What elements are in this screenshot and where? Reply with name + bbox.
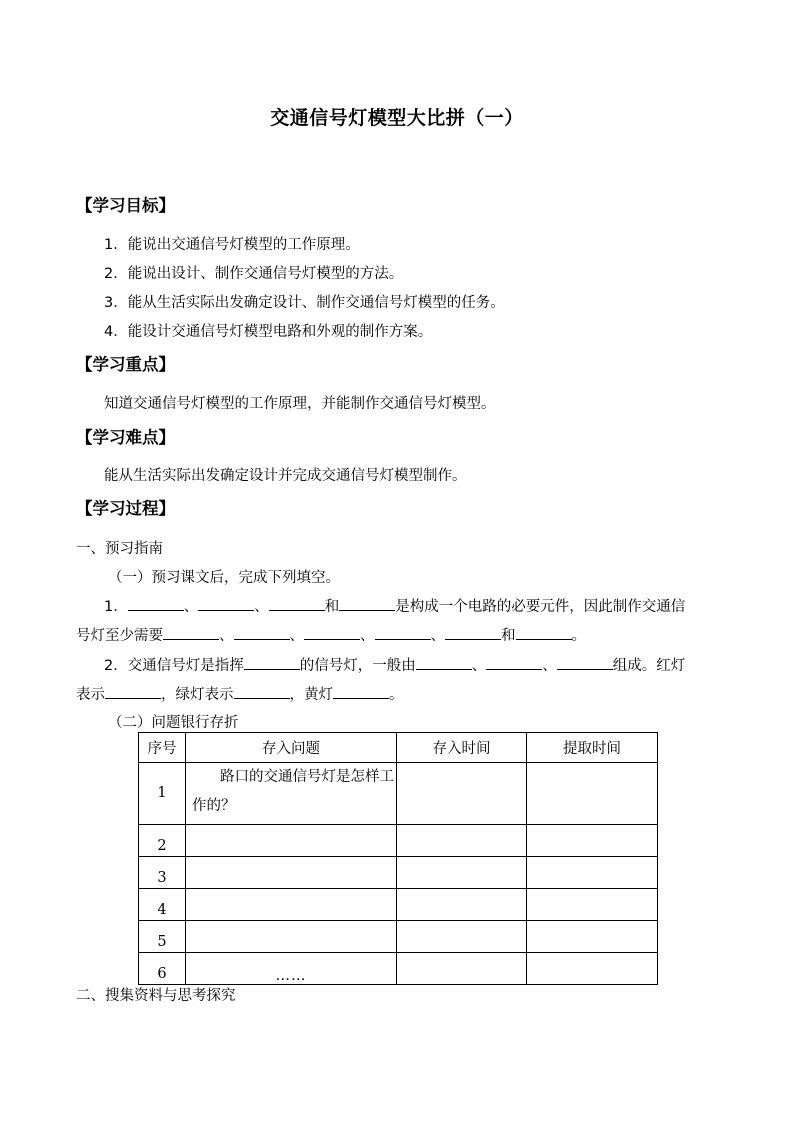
row-number: 6 bbox=[139, 953, 186, 985]
sub2-heading: （二）问题银行存折 bbox=[108, 715, 239, 731]
blank[interactable] bbox=[234, 684, 290, 699]
question-text: 路口的交通信号灯是怎样工作的？ bbox=[192, 769, 394, 814]
q1-line2 bbox=[76, 624, 586, 645]
question-cell[interactable] bbox=[186, 921, 397, 953]
withdraw-time-cell[interactable] bbox=[527, 889, 658, 921]
q2-text-f: ，黄灯 bbox=[289, 687, 333, 703]
q1-line1 bbox=[104, 595, 685, 616]
separator: 、 bbox=[254, 599, 269, 615]
key-heading: 【学习重点】 bbox=[76, 355, 175, 374]
key-text: 知道交通信号灯模型的工作原理，并能制作交通信号灯模型。 bbox=[104, 396, 496, 412]
deposit-time-cell[interactable] bbox=[397, 763, 527, 825]
part2-heading: 二、搜集资料与思考探究 bbox=[76, 988, 236, 1004]
q2-text-c: 组成。红灯 bbox=[612, 658, 686, 674]
q2-text-a: 2．交通信号灯是指挥 bbox=[104, 658, 244, 674]
blank[interactable] bbox=[557, 655, 613, 670]
process-heading: 【学习过程】 bbox=[76, 499, 175, 518]
table-row bbox=[139, 889, 658, 921]
header-cell: 提取时间 bbox=[527, 733, 658, 763]
table-header-row bbox=[139, 733, 658, 763]
question-cell[interactable] bbox=[186, 857, 397, 889]
question-bank-table bbox=[138, 732, 658, 985]
withdraw-time-cell[interactable] bbox=[527, 825, 658, 857]
q1-number: 1． bbox=[104, 599, 128, 615]
blank[interactable] bbox=[269, 596, 325, 611]
goal-item-1: 1．能说出交通信号灯模型的工作原理。 bbox=[104, 237, 360, 253]
q2-text-e: ，绿灯表示 bbox=[161, 687, 234, 703]
question-cell[interactable] bbox=[186, 889, 397, 921]
blank[interactable] bbox=[105, 684, 161, 699]
period: 。 bbox=[389, 687, 404, 703]
question-cell[interactable]: …… bbox=[186, 953, 397, 985]
header-cell: 存入时间 bbox=[397, 733, 527, 763]
row-number: 4 bbox=[139, 889, 186, 921]
separator: 、 bbox=[289, 628, 304, 644]
blank[interactable] bbox=[375, 625, 431, 640]
withdraw-time-cell[interactable] bbox=[527, 921, 658, 953]
q2-text-d: 表示 bbox=[76, 687, 105, 703]
goal-item-3: 3．能从生活实际出发确定设计、制作交通信号灯模型的任务。 bbox=[104, 295, 505, 311]
question-cell[interactable] bbox=[186, 763, 397, 825]
table-row bbox=[139, 921, 658, 953]
withdraw-time-cell[interactable] bbox=[527, 763, 658, 825]
withdraw-time-cell[interactable] bbox=[527, 953, 658, 985]
goals-heading: 【学习目标】 bbox=[76, 196, 175, 215]
row-number: 3 bbox=[139, 857, 186, 889]
row-number: 2 bbox=[139, 825, 186, 857]
separator: 、 bbox=[219, 628, 234, 644]
page-title: 交通信号灯模型大比拼（一） bbox=[270, 107, 524, 129]
row-number: 5 bbox=[139, 921, 186, 953]
separator: 、 bbox=[360, 628, 375, 644]
separator: 、 bbox=[183, 599, 199, 615]
blank[interactable] bbox=[339, 596, 395, 611]
blank[interactable] bbox=[304, 625, 360, 640]
deposit-time-cell[interactable] bbox=[397, 953, 527, 985]
deposit-time-cell[interactable] bbox=[397, 857, 527, 889]
goal-item-2: 2．能说出设计、制作交通信号灯模型的方法。 bbox=[104, 266, 404, 282]
q1-line2-text: 号灯至少需要 bbox=[76, 628, 163, 644]
period: 。 bbox=[571, 628, 586, 644]
goal-item-4: 4．能设计交通信号灯模型电路和外观的制作方案。 bbox=[104, 324, 433, 340]
question-cell[interactable] bbox=[186, 825, 397, 857]
q2-line1 bbox=[104, 654, 685, 675]
blank[interactable] bbox=[416, 655, 472, 670]
difficult-text: 能从生活实际出发确定设计并完成交通信号灯模型制作。 bbox=[104, 468, 467, 484]
q2-line2 bbox=[76, 683, 404, 704]
blank[interactable] bbox=[244, 655, 300, 670]
blank[interactable] bbox=[163, 625, 219, 640]
header-cell: 存入问题 bbox=[186, 733, 397, 763]
separator: 、 bbox=[471, 658, 487, 674]
and-word: 和 bbox=[324, 599, 340, 615]
blank[interactable] bbox=[128, 596, 184, 611]
deposit-time-cell[interactable] bbox=[397, 889, 527, 921]
header-cell: 序号 bbox=[139, 733, 186, 763]
withdraw-time-cell[interactable] bbox=[527, 857, 658, 889]
q1-mid-text: 是构成一个电路的必要元件，因此制作交通信 bbox=[395, 599, 686, 615]
separator: 、 bbox=[542, 658, 557, 674]
separator: 、 bbox=[430, 628, 445, 644]
difficult-heading: 【学习难点】 bbox=[76, 428, 175, 447]
blank[interactable] bbox=[486, 655, 542, 670]
blank[interactable] bbox=[198, 596, 254, 611]
blank[interactable] bbox=[234, 625, 290, 640]
sub1-heading: （一）预习课文后，完成下列填空。 bbox=[108, 570, 340, 586]
blank[interactable] bbox=[445, 625, 501, 640]
q2-text-b: 的信号灯，一般由 bbox=[299, 658, 416, 674]
deposit-time-cell[interactable] bbox=[397, 921, 527, 953]
and-word: 和 bbox=[501, 628, 516, 644]
row-number: 1 bbox=[139, 763, 186, 825]
table-row bbox=[139, 953, 658, 985]
table-row bbox=[139, 763, 658, 825]
part1-heading: 一、预习指南 bbox=[76, 541, 163, 557]
blank[interactable] bbox=[516, 625, 572, 640]
deposit-time-cell[interactable] bbox=[397, 825, 527, 857]
table-row bbox=[139, 857, 658, 889]
blank[interactable] bbox=[333, 684, 389, 699]
table-row bbox=[139, 825, 658, 857]
